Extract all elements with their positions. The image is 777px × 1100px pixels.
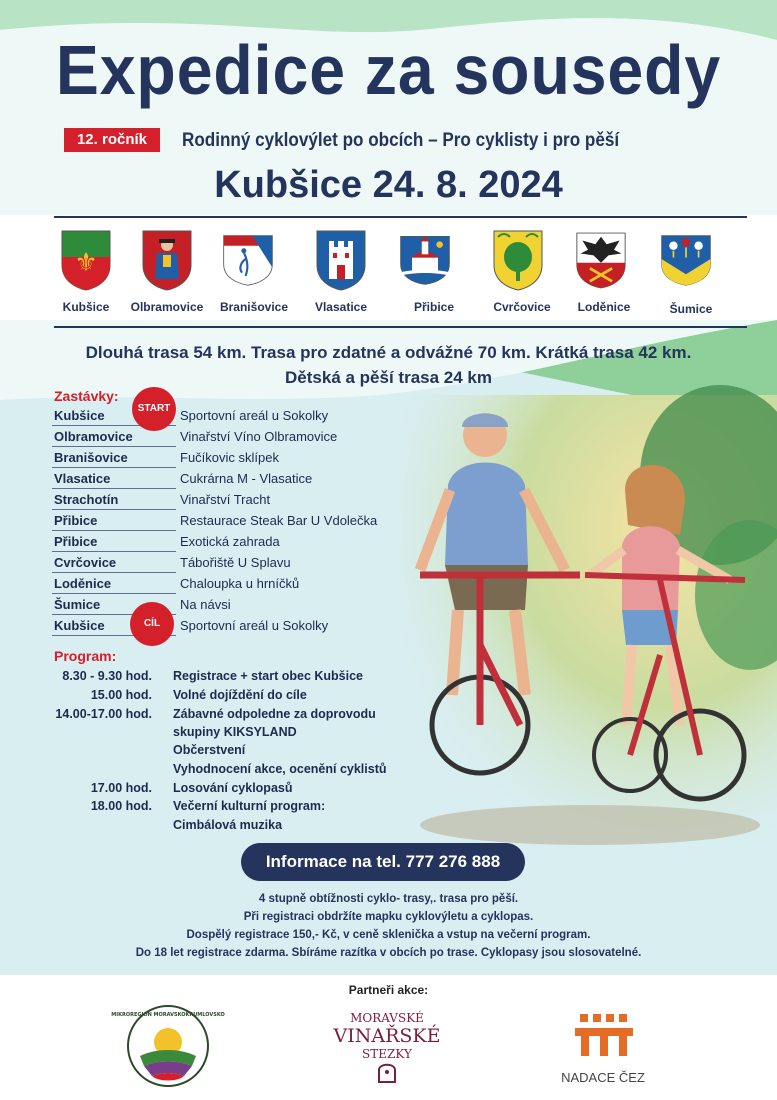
start-badge: START (132, 387, 176, 431)
divider-top (54, 216, 747, 218)
moravske-vinarske-stezky-logo (322, 1008, 452, 1088)
tree-crest-icon (492, 229, 544, 291)
stop-town: Přibice (54, 513, 98, 528)
partners-label: Partneři akce: (348, 983, 429, 997)
program-time: 8.30 - 9.30 hod. (62, 669, 152, 683)
program-desc: Zábavné odpoledne za doprovodu (173, 707, 376, 721)
stop-row (52, 553, 412, 574)
heron-crest-icon (222, 229, 274, 291)
program-label: Program: (54, 648, 117, 664)
program-desc: Volné dojíždění do cíle (173, 688, 307, 702)
program-desc: Cimbálová muzika (173, 818, 283, 832)
program-time: 15.00 hod. (90, 688, 152, 702)
stop-place: Chaloupka u hrníčků (180, 576, 300, 591)
stop-town: Kubšice (54, 618, 105, 633)
program-time: 17.00 hod. (90, 781, 152, 795)
stop-town: Kubšice (54, 408, 105, 423)
fleur-de-lis-crest-icon (60, 229, 112, 291)
eagle-crest-icon (575, 229, 627, 291)
program-desc: Registrace + start obec Kubšice (173, 669, 364, 683)
svg-text:⚜: ⚜ (74, 248, 98, 278)
program-desc: Losování cyklopasů (173, 781, 293, 795)
mikroregion-logo-text: MIKROREGION MORAVSKOKRUMLOVSKO (111, 1012, 225, 1018)
stop-underline (52, 509, 176, 510)
church-crest-icon (399, 229, 451, 291)
stop-row (52, 595, 412, 616)
mikroregion-logo (111, 1004, 225, 1088)
stop-town: Přibice (54, 534, 98, 549)
figure-crest-icon (141, 229, 193, 291)
stop-town: Branišovice (54, 450, 128, 465)
poster-title: Expedice za sousedy (55, 31, 722, 109)
cyclists-illustration (400, 395, 777, 840)
program-time: 14.00-17.00 hod. (55, 707, 152, 721)
crest-name-cvrcovice: Cvrčovice (493, 300, 551, 314)
note-line: Při registraci obdržíte mapku cyklovýletu a cyklopas. (243, 911, 534, 923)
stop-place: Vinařství Tracht (180, 492, 271, 507)
program-desc: Vyhodnocení akce, ocenění cyklistů (173, 762, 387, 776)
stops-label: Zastávky: (54, 388, 119, 404)
note-line: Do 18 let registrace zdarma. Sbíráme razítka v obcích po trase. Cyklopasy jsou slosovatelné. (135, 947, 642, 959)
stop-place: Sportovní areál u Sokolky (180, 408, 329, 423)
stop-underline (52, 593, 176, 594)
stop-place: Fučíkovic sklípek (180, 450, 279, 465)
stop-underline (52, 530, 176, 531)
stop-town: Cvrčovice (54, 555, 117, 570)
stop-row (52, 427, 412, 448)
crest-name-branisovice: Branišovice (219, 300, 289, 314)
stop-underline (52, 467, 176, 468)
event-date: Kubšice 24. 8. 2024 (214, 164, 563, 206)
stop-underline (52, 551, 176, 552)
program-desc: Večerní kulturní program: (173, 799, 326, 813)
stop-town: Šumice (54, 597, 101, 612)
divider-bottom (54, 326, 747, 328)
stop-town: Olbramovice (54, 429, 133, 444)
crest-name-vlasatice: Vlasatice (314, 300, 368, 314)
info-phone: Informace na tel. 777 276 888 (241, 843, 525, 881)
castle-crest-icon (315, 229, 367, 291)
stop-row (52, 490, 412, 511)
stop-place: Tábořiště U Splavu (180, 555, 291, 570)
stop-place: Sportovní areál u Sokolky (180, 618, 329, 633)
routes-line-2: Dětská a pěší trasa 24 km (285, 368, 492, 387)
logo3-text: NADACE ČEZ (561, 1070, 645, 1085)
finish-badge: CÍL (130, 602, 174, 646)
crest-name-kubsice: Kubšice (62, 300, 110, 314)
note-line: Dospělý registrace 150,- Kč, v ceně sklenička a vstup na večerní program. (186, 929, 591, 941)
stop-underline (52, 488, 176, 489)
stop-place: Vinařství Víno Olbramovice (180, 429, 338, 444)
stop-town: Strachotín (54, 492, 119, 507)
crest-name-pribice: Přibice (413, 300, 455, 314)
stop-place: Exotická zahrada (180, 534, 280, 549)
logo2-line2: VINAŘSKÉ (333, 1025, 441, 1047)
program-desc: skupiny KIKSYLAND (173, 725, 297, 739)
logo2-line3: STEZKY (362, 1047, 412, 1061)
program-time: 18.00 hod. (90, 799, 152, 813)
stop-underline (52, 572, 176, 573)
crest-name-lodenice: Loděnice (577, 300, 631, 314)
stop-row (52, 574, 412, 595)
logo2-line1: MORAVSKÉ (350, 1011, 424, 1025)
stop-row (52, 469, 412, 490)
stop-town: Loděnice (54, 576, 112, 591)
stop-row (52, 616, 412, 637)
stop-place: Cukrárna M - Vlasatice (180, 471, 313, 486)
nadace-cez-logo (555, 1012, 655, 1088)
stop-place: Restaurace Steak Bar U Vdolečka (180, 513, 378, 528)
stop-row (52, 532, 412, 553)
stop-underline (52, 446, 176, 447)
crest-name-olbramovice: Olbramovice (130, 300, 204, 314)
stop-place: Na návsi (180, 597, 231, 612)
subtitle: Rodinný cyklovýlet po obcích – Pro cyklisty i pro pěší (182, 130, 620, 151)
stop-row (52, 511, 412, 532)
program-desc: Občerstvení (173, 743, 246, 757)
flowers-crest-icon (660, 229, 712, 291)
crest-name-sumice: Šumice (669, 302, 713, 316)
edition-badge: 12. ročník (64, 128, 160, 152)
routes-line-1: Dlouhá trasa 54 km. Trasa pro zdatné a odvážné 70 km. Krátká trasa 42 km. (85, 343, 692, 362)
stop-row (52, 406, 412, 427)
note-line: 4 stupně obtížnosti cyklo- trasy,. trasa pro pěší. (258, 893, 519, 905)
stop-row (52, 448, 412, 469)
stop-town: Vlasatice (54, 471, 111, 486)
